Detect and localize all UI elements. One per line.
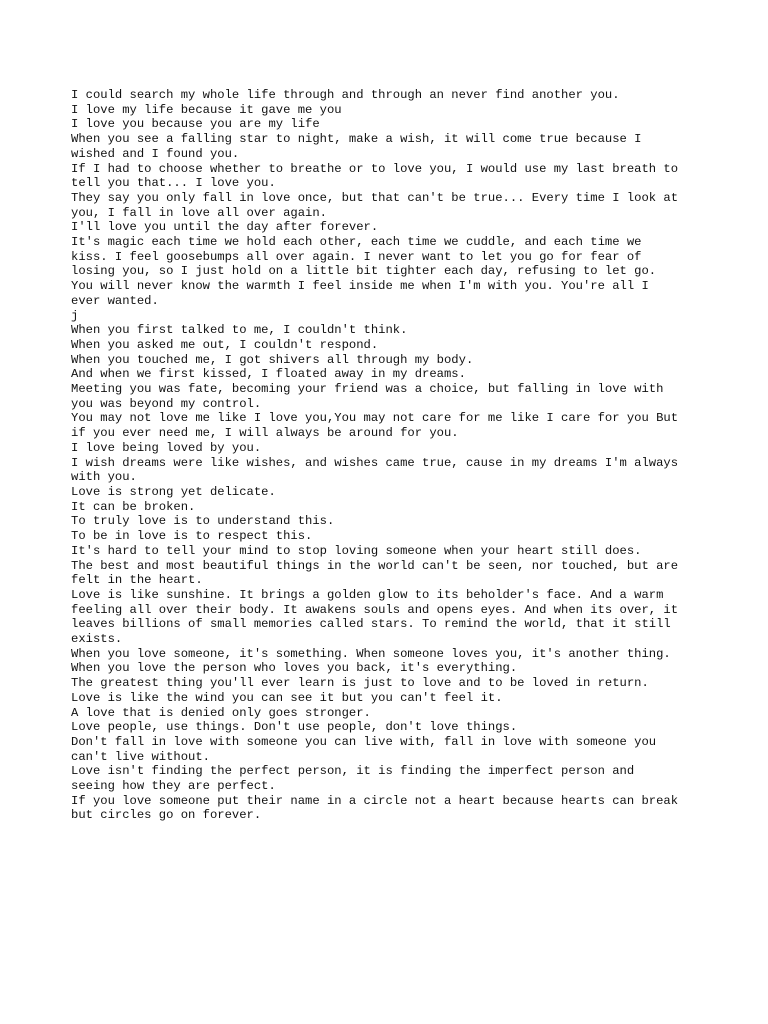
text-line: j [71, 308, 79, 323]
text-line: It's hard to tell your mind to stop loving someone when your heart still does. [71, 543, 642, 558]
text-line: And when we first kissed, I floated away in my dreams. [71, 367, 466, 382]
text-line: exists. [71, 632, 123, 647]
text-line: feeling all over their body. It awakens souls and opens eyes. And when its over, it [71, 602, 679, 617]
text-line: They say you only fall in love once, but that can't be true... Every time I look at [71, 190, 679, 205]
text-line: losing you, so I just hold on a little bit tighter each day, refusing to let go. [71, 264, 657, 279]
text-line: The greatest thing you'll ever learn is just to love and to be loved in return. [71, 676, 649, 691]
text-line: kiss. I feel goosebumps all over again. I never want to let you go for fear of [71, 249, 642, 264]
text-line: can't live without. [71, 749, 210, 764]
text-line: Don't fall in love with someone you can live with, fall in love with someone you [71, 734, 657, 749]
text-line: I could search my whole life through and through an never find another you. [71, 88, 620, 102]
text-line: The best and most beautiful things in the world can't be seen, nor touched, but are [71, 558, 679, 573]
text-line: Love is like the wind you can see it but you can't feel it. [71, 690, 503, 705]
text-line: wished and I found you. [71, 146, 240, 161]
text-line: ever wanted. [71, 293, 159, 308]
text-line: I love my life because it gave me you [71, 102, 342, 117]
text-line: When you love the person who loves you back, it's everything. [71, 661, 518, 676]
text-line: I wish dreams were like wishes, and wishes came true, cause in my dreams I'm always [71, 455, 679, 470]
text-line: with you. [71, 470, 137, 485]
text-line: When you asked me out, I couldn't respond. [71, 337, 379, 352]
text-line: To truly love is to understand this. [71, 514, 335, 529]
text-line: It can be broken. [71, 499, 196, 514]
text-line: felt in the heart. [71, 573, 203, 588]
text-line: If you love someone put their name in a circle not a heart because hearts can break [71, 793, 679, 808]
text-line: When you love someone, it's something. When someone loves you, it's another thing. [71, 646, 671, 661]
text-line: When you first talked to me, I couldn't think. [71, 323, 408, 338]
text-line: leaves billions of small memories called stars. To remind the world, that it still [71, 617, 671, 632]
text-line: but circles go on forever. [71, 808, 262, 823]
text-line: I love being loved by you. [71, 440, 262, 455]
text-line: When you see a falling star to night, make a wish, it will come true because I [71, 132, 642, 147]
text-line: seeing how they are perfect. [71, 779, 276, 794]
text-line: Meeting you was fate, becoming your friend was a choice, but falling in love with [71, 382, 664, 397]
text-line: you, I fall in love all over again. [71, 205, 327, 220]
text-line: A love that is denied only goes stronger. [71, 705, 371, 720]
text-line: if you ever need me, I will always be around for you. [71, 426, 459, 441]
text-line: Love is strong yet delicate. [71, 484, 276, 499]
text-line: I'll love you until the day after forever. [71, 220, 379, 235]
text-line: You may not love me like I love you,You may not care for me like I care for you But [71, 411, 679, 426]
document-text [71, 88, 711, 823]
text-line: To be in love is to respect this. [71, 529, 313, 544]
text-line: you was beyond my control. [71, 396, 262, 411]
text-line: Love people, use things. Don't use people, don't love things. [71, 720, 518, 735]
text-line: Love isn't finding the perfect person, it is finding the imperfect person and [71, 764, 635, 779]
text-line: If I had to choose whether to breathe or to love you, I would use my last breath to [71, 161, 679, 176]
text-line: Love is like sunshine. It brings a golden glow to its beholder's face. And a warm [71, 587, 664, 602]
text-line: tell you that... I love you. [71, 176, 276, 191]
text-line: You will never know the warmth I feel inside me when I'm with you. You're all I [71, 279, 649, 294]
text-line: When you touched me, I got shivers all through my body. [71, 352, 474, 367]
text-line: I love you because you are my life [71, 117, 320, 132]
text-line: It's magic each time we hold each other, each time we cuddle, and each time we [71, 235, 642, 250]
